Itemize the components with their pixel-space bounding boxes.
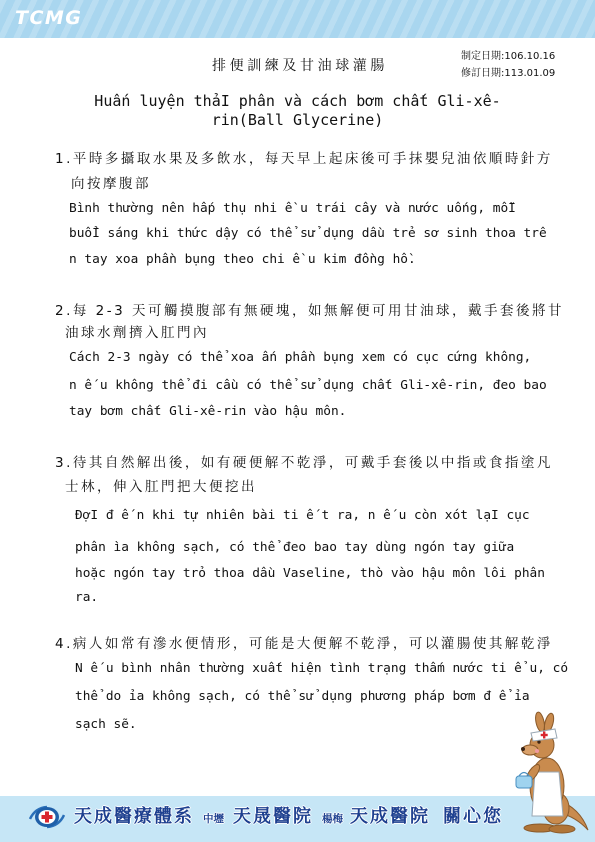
logo-cross-horizontal (42, 815, 53, 819)
item-2-zh-text: 每 2-3 天可觸摸腹部有無硬塊，如無解便可用甘油球，戴手套後將甘 (72, 303, 565, 319)
vietnamese-title-line-1: Huấn luyện thảI phân và cách bơm chất Gli-xê- (94, 92, 501, 110)
item-3-zh-line-1 (55, 454, 553, 472)
item-2-zh-line-2: 油球水劑擠入肛門內 (65, 325, 209, 341)
item-3-vi-line-2: phân ìa không sạch, có thể đeo bao tay dùng ngón tay giữa (75, 540, 515, 555)
item-number: 4. (55, 636, 73, 652)
item-3-vi-line-3: hoặc ngón tay trỏ thoa dầu Vaseline, thò vào hậu môn lôi phân (75, 566, 545, 581)
item-1-zh-line-2: 向按摩腹部 (71, 176, 151, 192)
item-number: 3. (55, 455, 73, 471)
item-3-vi-line-1: ĐợI đ ế n khi tự nhiên bài ti ế t ra, n ế u còn xót lạI cục (75, 508, 530, 523)
item-1-vi-line-3: n tay xoa phần bụng theo chi ề u kim đồng hồ. (69, 252, 416, 267)
item-1-vi-line-1: Bình thường nên hấp thụ nhi ề u trái cây và nước uống, mỗI (69, 201, 516, 216)
item-1-vi-line-2: buổI sáng khi thức dậy có thể sử dụng dầu trẻ sơ sinh thoa trê (69, 226, 547, 241)
item-2-vi-line-3: tay bơm chất Gli-xê-rin vào hậu môn. (69, 404, 347, 419)
item-1-zh-text: 平時多攝取水果及多飲水，每天早上起床後可手抹嬰兒油依順時針方 (72, 151, 553, 167)
established-date: 制定日期:106.10.16 (461, 51, 556, 62)
item-2-vi-line-2: n ế u không thể đi cầu có thể sử dụng chất Gli-xê-rin, đeo bao (69, 378, 547, 393)
brand-logo-text: TCMG (15, 7, 83, 29)
footer-hospital-1: 天晟醫院 (233, 806, 313, 827)
footer-location-2: 楊梅 (322, 813, 343, 825)
header-band (0, 0, 595, 38)
footer-group-name: 天成醫療體系 (74, 806, 194, 827)
item-4-vi-line-1: N ế u bình nhân thường xuất hiện tình trạng thấm nước ti ể u, có (75, 661, 569, 676)
item-2-vi-line-1: Cách 2-3 ngày có thể xoa ấn phần bụng xem có cục cứng không, (69, 350, 532, 365)
item-4-zh-line-1 (55, 635, 553, 653)
chinese-title: 排便訓練及甘油球灌腸 (212, 58, 388, 74)
footer-hospital-2: 天成醫院 (350, 806, 430, 827)
item-number: 2. (55, 303, 73, 319)
item-4-vi-line-2: thể do ỉa không sạch, có thể sử dụng phương pháp bơm đ ể ỉa (75, 689, 530, 704)
item-2-zh-line-1 (55, 302, 564, 320)
item-4-zh-text: 病人如常有滲水便情形，可能是大便解不乾淨，可以灌腸使其解乾淨 (72, 636, 553, 652)
medical-cross-logo-icon (29, 803, 65, 831)
revised-date: 修訂日期:113.01.09 (461, 68, 556, 79)
item-1-zh-line-1 (55, 150, 553, 168)
item-3-zh-text: 待其自然解出後，如有硬便解不乾淨，可戴手套後以中指或食指塗凡 (72, 455, 553, 471)
vietnamese-title-line-2: rin(Ball Glycerine) (211, 111, 384, 129)
footer-location-1: 中壢 (203, 813, 224, 825)
footer-tagline: 關心您 (443, 806, 503, 827)
item-3-zh-line-2: 士林，伸入肛門把大便挖出 (65, 479, 257, 495)
item-4-vi-line-3: sạch sẽ. (75, 717, 137, 732)
item-3-vi-line-4: ra. (75, 590, 99, 605)
item-number: 1. (55, 151, 73, 167)
kangaroo-nurse-icon (512, 704, 590, 834)
